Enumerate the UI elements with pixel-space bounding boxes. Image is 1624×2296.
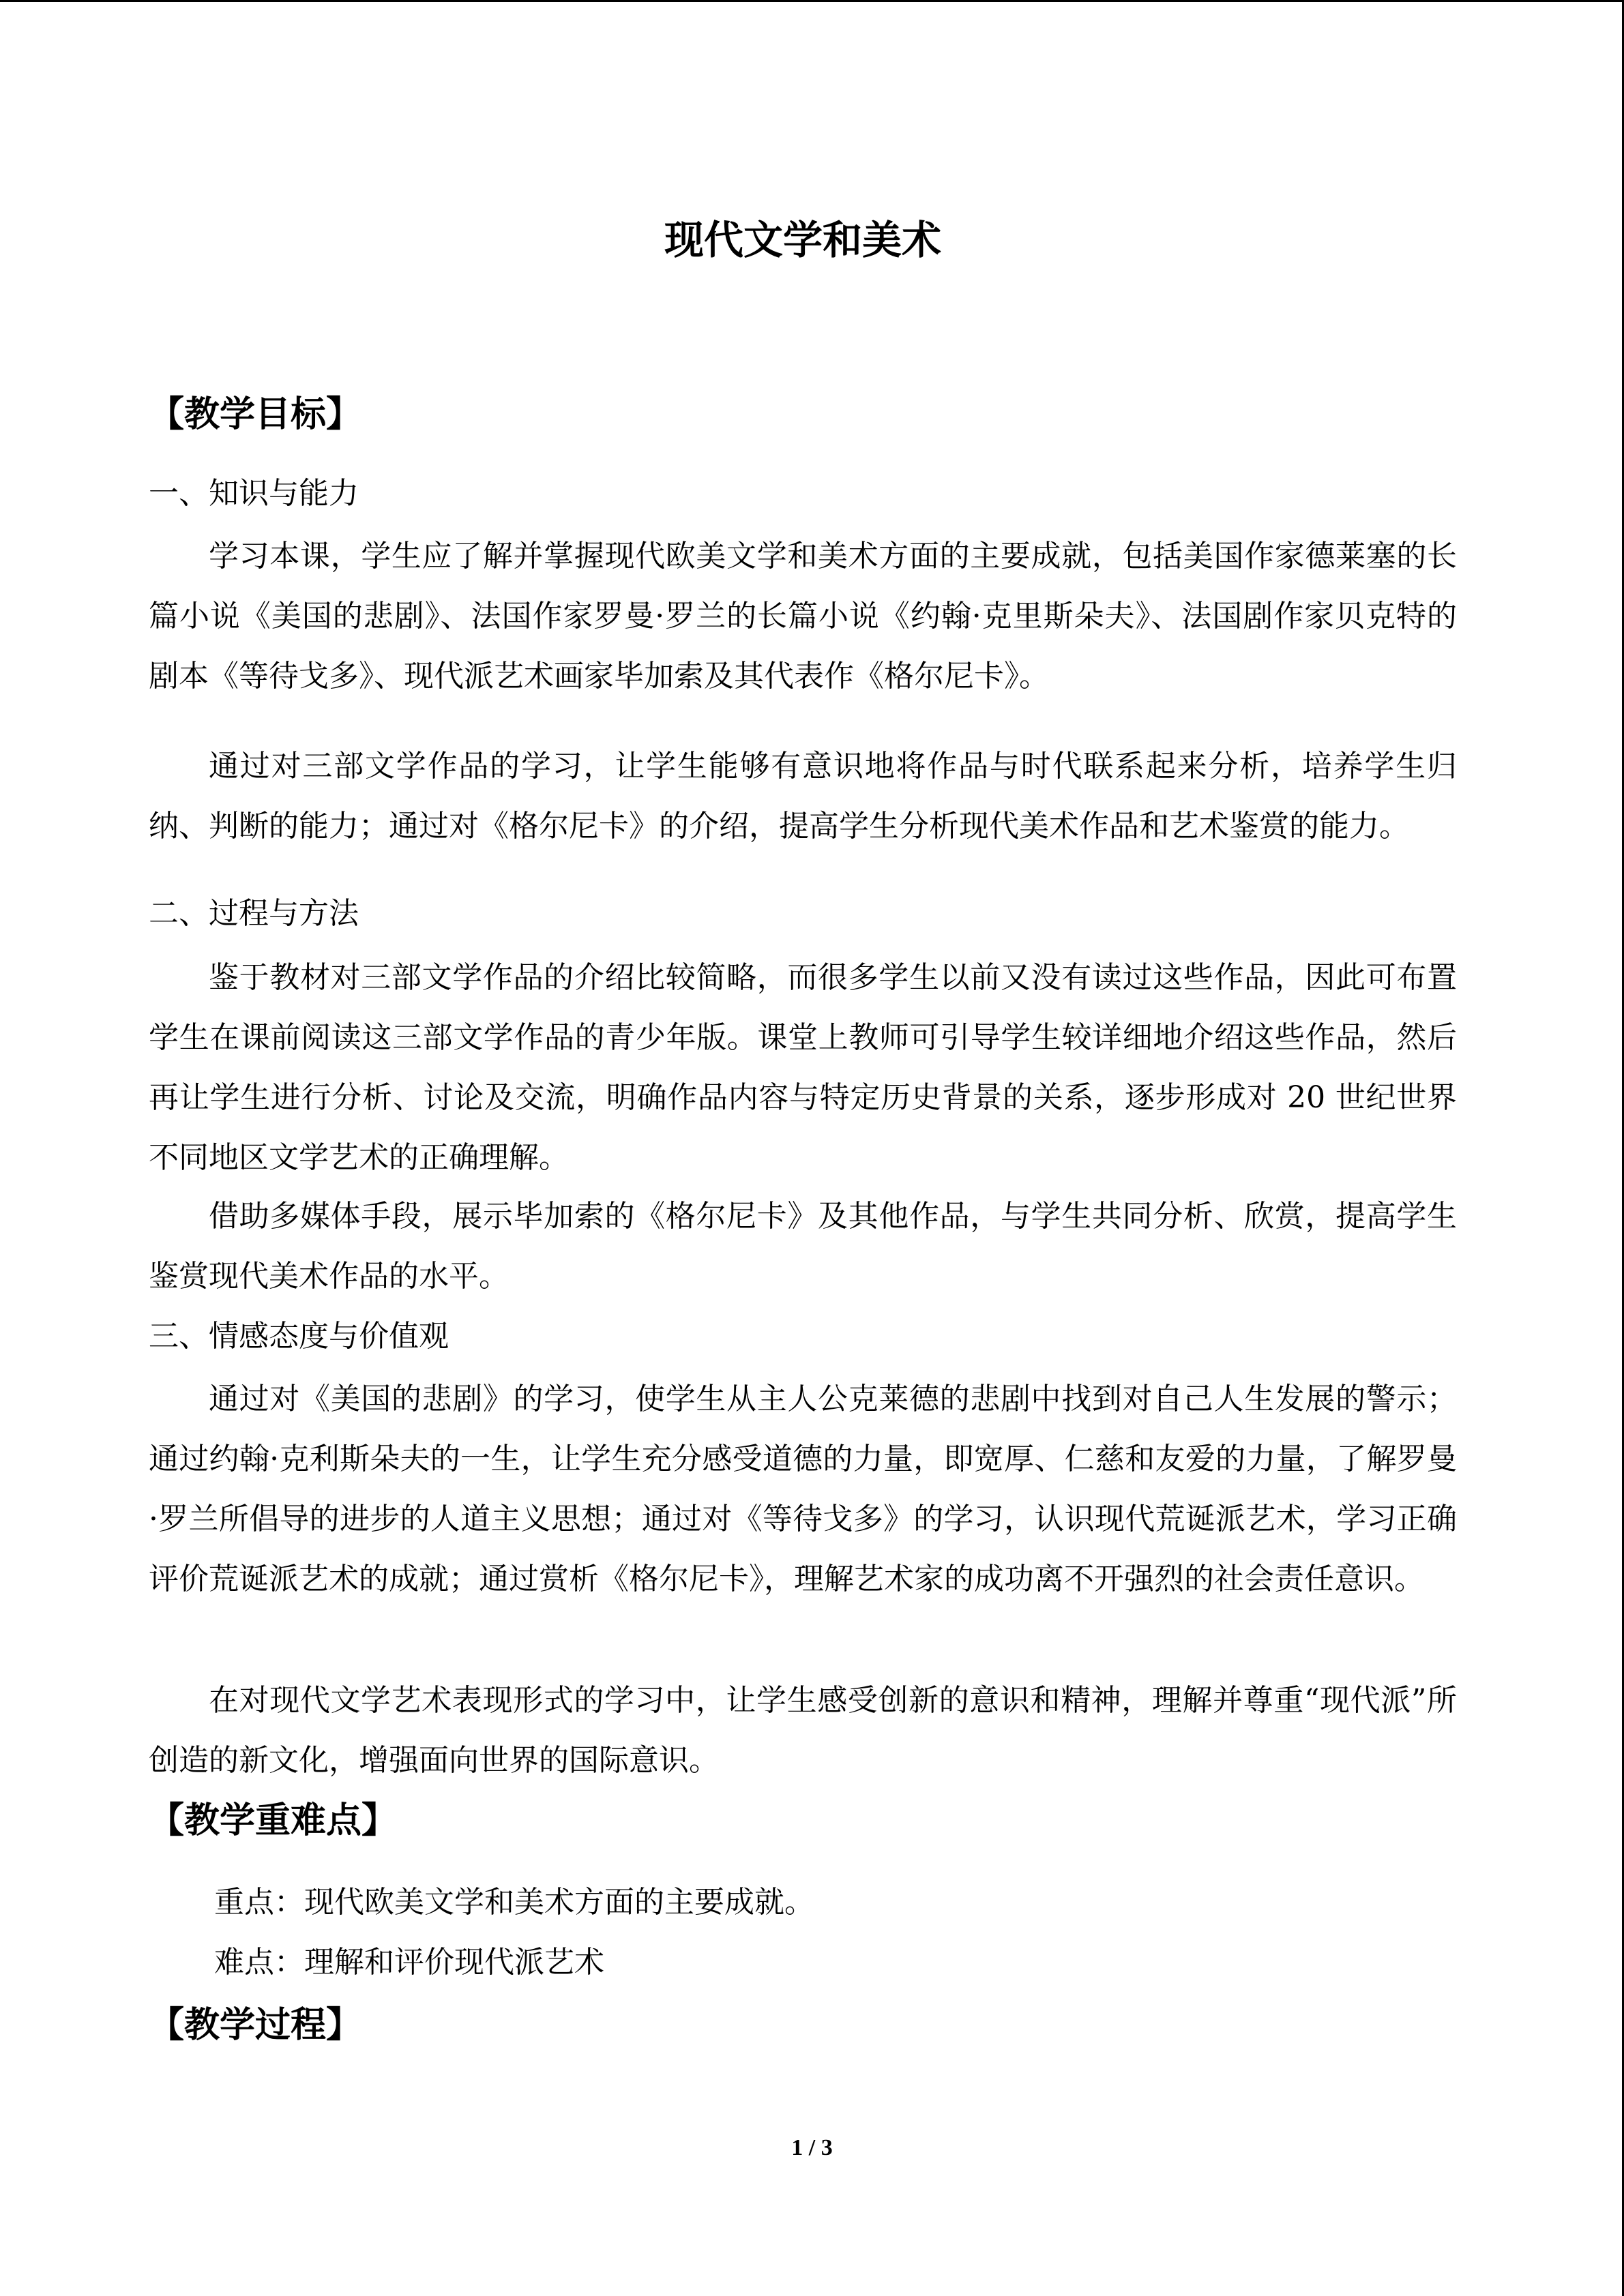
subsection-title-knowledge: 一、知识与能力 [149,476,359,511]
paragraph-process-method-1: 鉴于教材对三部文学作品的介绍比较简略，而很多学生以前又没有读过这些作品，因此可布置学生在课前阅读这三部文学作品的青少年版。课堂上教师可引导学生较详细地介绍这些作品，然后再让学生进行分析、讨论及交流，明确作品内容与特定历史背景的关系，逐步形成对 20 世纪世界不同地区文学艺术的正确理解。 [149,960,1457,1175]
key-point-difficulty: 难点：理解和评价现代派艺术 [214,1945,604,1980]
page-border-top [0,0,1624,2]
subsection-title-values: 三、情感态度与价值观 [149,1319,449,1354]
paragraph-values-2: 在对现代文学艺术表现形式的学习中，让学生感受创新的意识和精神，理解并尊重“现代派”所创造的新文化，增强面向世界的国际意识。 [149,1683,1457,1778]
subsection-title-process-method: 二、过程与方法 [149,896,359,931]
page-number: 1 / 3 [791,2135,833,2160]
section-heading-objectives: 【教学目标】 [149,394,362,435]
section-heading-key-points: 【教学重难点】 [149,1800,398,1841]
paragraph-knowledge-1: 学习本课，学生应了解并掌握现代欧美文学和美术方面的主要成就，包括美国作家德莱塞的长篇小说《美国的悲剧》、法国作家罗曼·罗兰的长篇小说《约翰·克里斯朵夫》、法国剧作家贝克特的剧本《等待戈多》、现代派艺术画家毕加索及其代表作《格尔尼卡》。 [149,539,1457,694]
paragraph-process-method-2: 借助多媒体手段，展示毕加索的《格尔尼卡》及其他作品，与学生共同分析、欣赏，提高学生鉴赏现代美术作品的水平。 [149,1199,1457,1294]
document-title: 现代文学和美术 [664,217,941,263]
paragraph-knowledge-2: 通过对三部文学作品的学习，让学生能够有意识地将作品与时代联系起来分析，培养学生归纳、判断的能力；通过对《格尔尼卡》的介绍，提高学生分析现代美术作品和艺术鉴赏的能力。 [149,749,1457,844]
paragraph-values-1: 通过对《美国的悲剧》的学习，使学生从主人公克莱德的悲剧中找到对自己人生发展的警示；通过约翰·克利斯朵夫的一生，让学生充分感受道德的力量，即宽厚、仁慈和友爱的力量，了解罗曼·罗兰所倡导的进步的人道主义思想；通过对《等待戈多》的学习，认识现代荒诞派艺术，学习正确评价荒诞派艺术的成就；通过赏析《格尔尼卡》，理解艺术家的成功离不开强烈的社会责任意识。 [149,1382,1457,1596]
key-point-focus: 重点：现代欧美文学和美术方面的主要成就。 [214,1885,814,1920]
section-heading-process: 【教学过程】 [149,2005,362,2046]
